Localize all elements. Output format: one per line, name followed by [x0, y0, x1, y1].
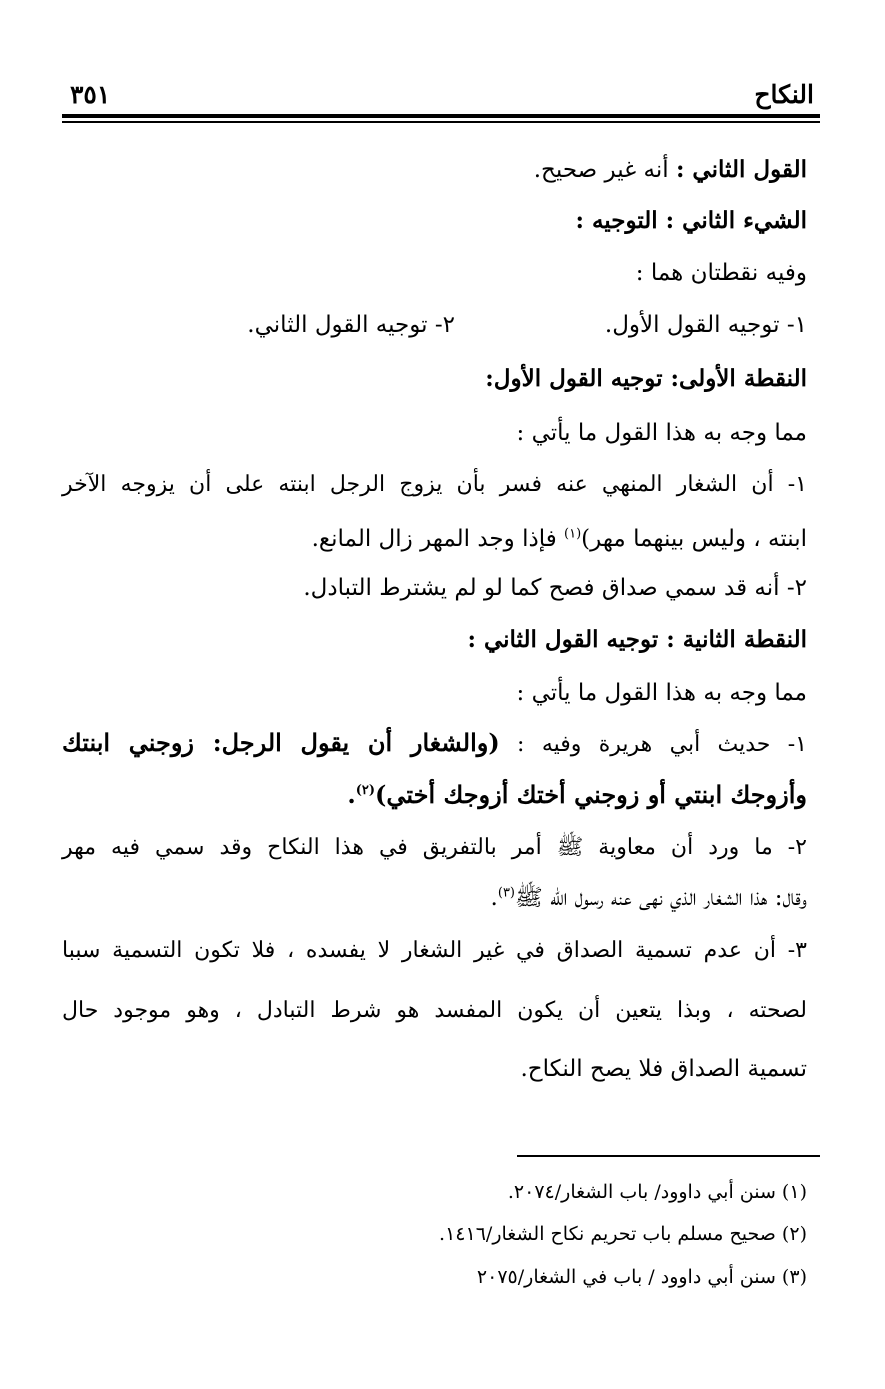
footnote-separator	[517, 1155, 820, 1157]
header-rule-thin	[62, 121, 820, 123]
point-one-item: ١- توجيه القول الأول.	[604, 312, 807, 338]
hadith-quote-a: (والشغار أن يقول الرجل: زوجني ابنتك	[62, 728, 500, 757]
argument-2-3-line2: لصحته ، وبذا يتعين أن يكون المفسد هو شرط التبادل ، وهو موجود حال	[62, 998, 807, 1023]
second-opinion-label: القول الثاني :	[675, 156, 807, 183]
argument-2-1-line1	[62, 726, 807, 762]
heading-second-matter: الشيء الثاني : التوجيه :	[575, 207, 807, 234]
argument-1-1-text-a: ابنته ، وليس بينهما مهر)	[581, 526, 807, 552]
footnote-1: (١) سنن أبي داوود/ باب الشغار/٢٠٧٤.	[507, 1181, 807, 1203]
heading-point-one: النقطة الأولى: توجيه القول الأول:	[485, 365, 807, 392]
heading-point-two: النقطة الثانية : توجيه القول الثاني :	[467, 626, 807, 653]
line-justified-by-2: مما وجه به هذا القول ما يأتي :	[516, 680, 807, 706]
footnote-ref-1: (١)	[564, 526, 582, 542]
argument-2-1-line2	[347, 778, 807, 812]
page-number: ٣٥١	[70, 80, 111, 109]
line-second-opinion	[534, 153, 807, 187]
argument-1-2: ٢- أنه قد سمي صداق فصح كما لو لم يشترط التبادل.	[303, 575, 807, 601]
footnote-2: (٢) صحيح مسلم باب تحريم نكاح الشغار/١٤١٦.	[439, 1223, 807, 1245]
argument-2-1-intro: ١- حديث أبي هريرة وفيه :	[499, 732, 807, 757]
chapter-title: النكاح	[754, 80, 814, 109]
argument-1-1-line2	[312, 522, 807, 556]
page-header	[62, 78, 820, 112]
hadith-quote-end: .	[347, 780, 356, 809]
line-two-points: وفيه نقطتان هما :	[635, 260, 807, 286]
argument-2-3-line3: تسمية الصداق فلا يصح النكاح.	[520, 1056, 807, 1082]
argument-2-2-line1: ٢- ما ورد أن معاوية ﷺ أمر بالتفريق في هذا النكاح وقد سمي فيه مهر	[62, 835, 807, 860]
argument-2-3-line1: ٣- أن عدم تسمية الصداق في غير الشغار لا يفسده ، فلا تكون التسمية سببا	[62, 938, 807, 963]
argument-1-1-text-b: فإذا وجد المهر زال المانع.	[311, 526, 565, 552]
argument-1-1-line1: ١- أن الشغار المنهي عنه فسر بأن يزوج الرجل ابنته على أن يزوجه الآخر	[62, 472, 807, 497]
footnote-ref-2: (٢)	[355, 783, 376, 798]
argument-2-2-line2	[491, 881, 807, 915]
header-rule-thick	[62, 114, 820, 118]
footnote-3: (٣) سنن أبي داوود / باب في الشغار/٢٠٧٥	[476, 1266, 807, 1288]
second-opinion-text: أنه غير صحيح.	[533, 157, 676, 183]
point-two-item: ٢- توجيه القول الثاني.	[247, 312, 455, 338]
hadith-quote-b: وأزوجك ابنتي أو زوجني أختك أزوجك أختي)	[375, 780, 807, 809]
argument-2-2-end: .	[490, 885, 498, 911]
footnote-ref-3: (٣)	[497, 885, 515, 901]
line-justified-by-1: مما وجه به هذا القول ما يأتي :	[516, 420, 807, 446]
argument-2-2-text: وقال: هذا الشغار الذي نهى عنه رسول الله ﷺ	[515, 885, 807, 911]
